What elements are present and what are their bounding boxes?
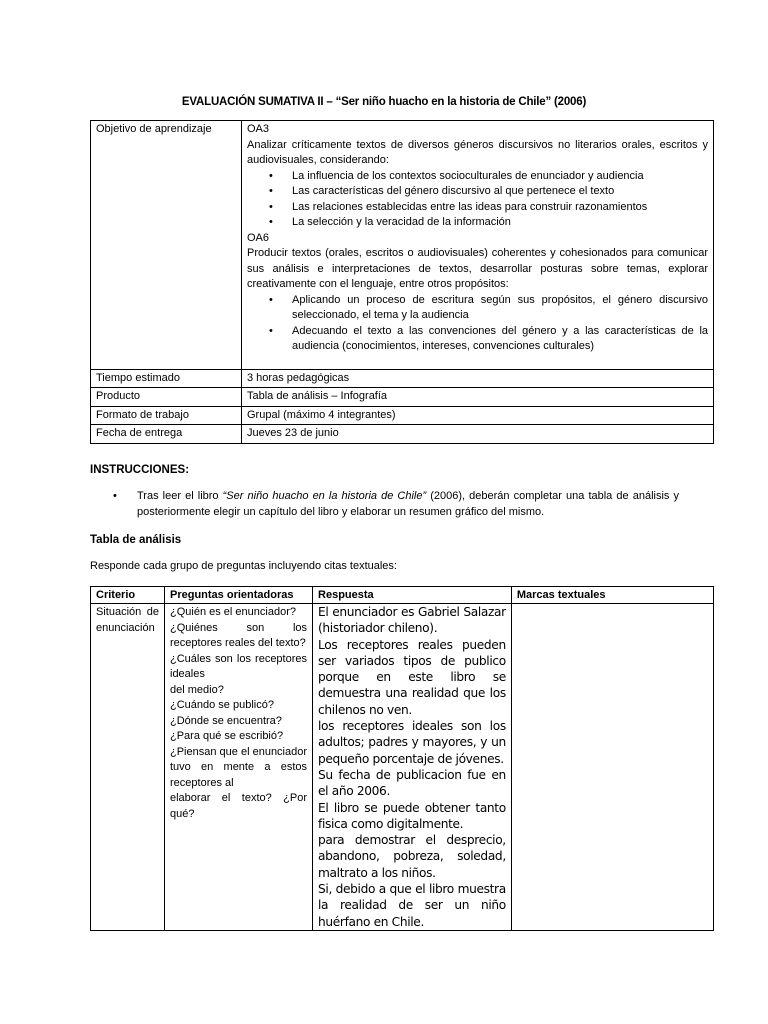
info-value: Tabla de análisis – Infografía [242,388,714,407]
oa3-bullet: • Las relaciones establecidas entre las ideas para construir razonamientos [292,200,708,216]
instruction-item [113,489,679,520]
question: ¿Para qué se escribió? [170,730,284,742]
info-row [91,369,714,388]
oa6-bullet-list [247,293,708,355]
criterio-cell: Situación de enunciación [91,604,165,931]
info-label: Formato de trabajo [91,406,242,425]
oa6-bullet: • Aplicando un proceso de escritura según sus propósitos, el género discursivo seleccionado, el tema y la audiencia [292,293,708,324]
answer-paragraph: El libro se puede obtener tanto fisica como digitalmente. [318,800,506,831]
instructions-heading: INSTRUCCIONES: [90,464,190,476]
oa3-bullet: • La influencia de los contextos socioculturales de enunciador y audiencia [292,169,708,185]
oa6-text: Producir textos (orales, escritos o audiovisuales) coherentes y cohesionados para comunicar sus análisis e interpretaciones de textos, desarrollar posturas sobre temas, explorar creativamente con el lenguaje, entre otros propósitos: [247,247,708,290]
info-value: Grupal (máximo 4 integrantes) [242,406,714,425]
question: ¿Piensan que el enunciador tuvo en mente a estos receptores al [170,745,308,789]
question: ¿Quiénes son los receptores reales del texto? [170,621,308,649]
objective-content [242,121,714,370]
info-row [91,388,714,407]
question: del medio? [170,683,224,696]
question: ¿Cuáles son los receptores ideales [170,652,308,680]
analysis-row [91,604,714,931]
info-label: Producto [91,388,242,407]
preguntas-cell [165,604,313,931]
info-label: Tiempo estimado [91,369,242,388]
info-row [91,425,714,444]
header-criterio: Criterio [91,587,165,604]
header-preguntas: Preguntas orientadoras [165,587,313,604]
info-value: 3 horas pedagógicas [242,369,714,388]
instructions-list [113,489,679,520]
answer-paragraph: Si, debido a que el libro muestra la realidad de ser un niño huérfano en Chile. [318,882,506,929]
analysis-header-row [91,587,714,604]
bullet-symbol: • [113,490,117,502]
document-title: EVALUACIÓN SUMATIVA II – “Ser niño huacho en la historia de Chile” (2006) [181,96,587,108]
respuesta-cell[interactable] [313,604,512,931]
objective-label: Objetivo de aprendizaje [91,121,242,370]
header-marcas: Marcas textuales [511,587,713,604]
oa3-bullet: • La selección y la veracidad de la información [292,215,708,231]
header-respuesta: Respuesta [313,587,512,604]
analysis-instructions: Responde cada grupo de preguntas incluyendo citas textuales: [90,560,397,572]
instruction-text-start: Tras leer el libro [137,490,223,502]
answer-paragraph: El enunciador es Gabriel Salazar (historiador chileno). [318,605,506,636]
book-title: “Ser niño huacho en la historia de Chile” [222,490,427,502]
oa3-bullet: • Las características del género discursivo al que pertenece el texto [292,184,708,200]
marcas-cell[interactable] [511,604,713,931]
objectives-table [90,120,714,444]
oa3-text: Analizar críticamente textos de diversos géneros discursivos no literarios orales, escritos y audiovisuales, considerando: [247,138,708,166]
question: elaborar el texto? ¿Por qué? [170,792,308,820]
objective-row [91,121,714,370]
question: ¿Cuándo se publicó? [170,699,274,711]
oa3-code: OA3 [247,123,270,135]
answer-paragraph: los receptores ideales son los adultos; padres y mayores, y un pequeño porcentaje de jóvenes. [318,719,506,766]
info-row [91,406,714,425]
answer-paragraph: Su fecha de publicacion fue en el año 2006. [318,767,506,799]
instruction-text-end: (2006), deberán completar una tabla de análisis y posteriormente elegir un capítulo del libro y elaborar un resumen gráfico del mismo. [137,490,679,518]
oa3-bullet-list [247,169,708,231]
info-label: Fecha de entrega [91,425,242,444]
question: ¿Quién es el enunciador? [170,606,296,618]
analysis-heading: Tabla de análisis [90,534,182,546]
oa6-bullet: • Adecuando el texto a las convenciones del género y a las características de la audiencia (conocimientos, intereses, convenciones culturales) [292,324,708,355]
oa6-code: OA6 [247,231,270,244]
info-value: Jueves 23 de junio [242,425,714,444]
analysis-table [90,586,714,931]
answer-paragraph: Los receptores reales pueden ser variados tipos de publico porque en este libro se demuestra una realidad que los chilenos no ven. [318,637,506,717]
answer-paragraph: para demostrar el desprecio, abandono, pobreza, soledad, maltrato a los niños. [318,833,506,880]
question: ¿Dónde se encuentra? [170,714,282,727]
